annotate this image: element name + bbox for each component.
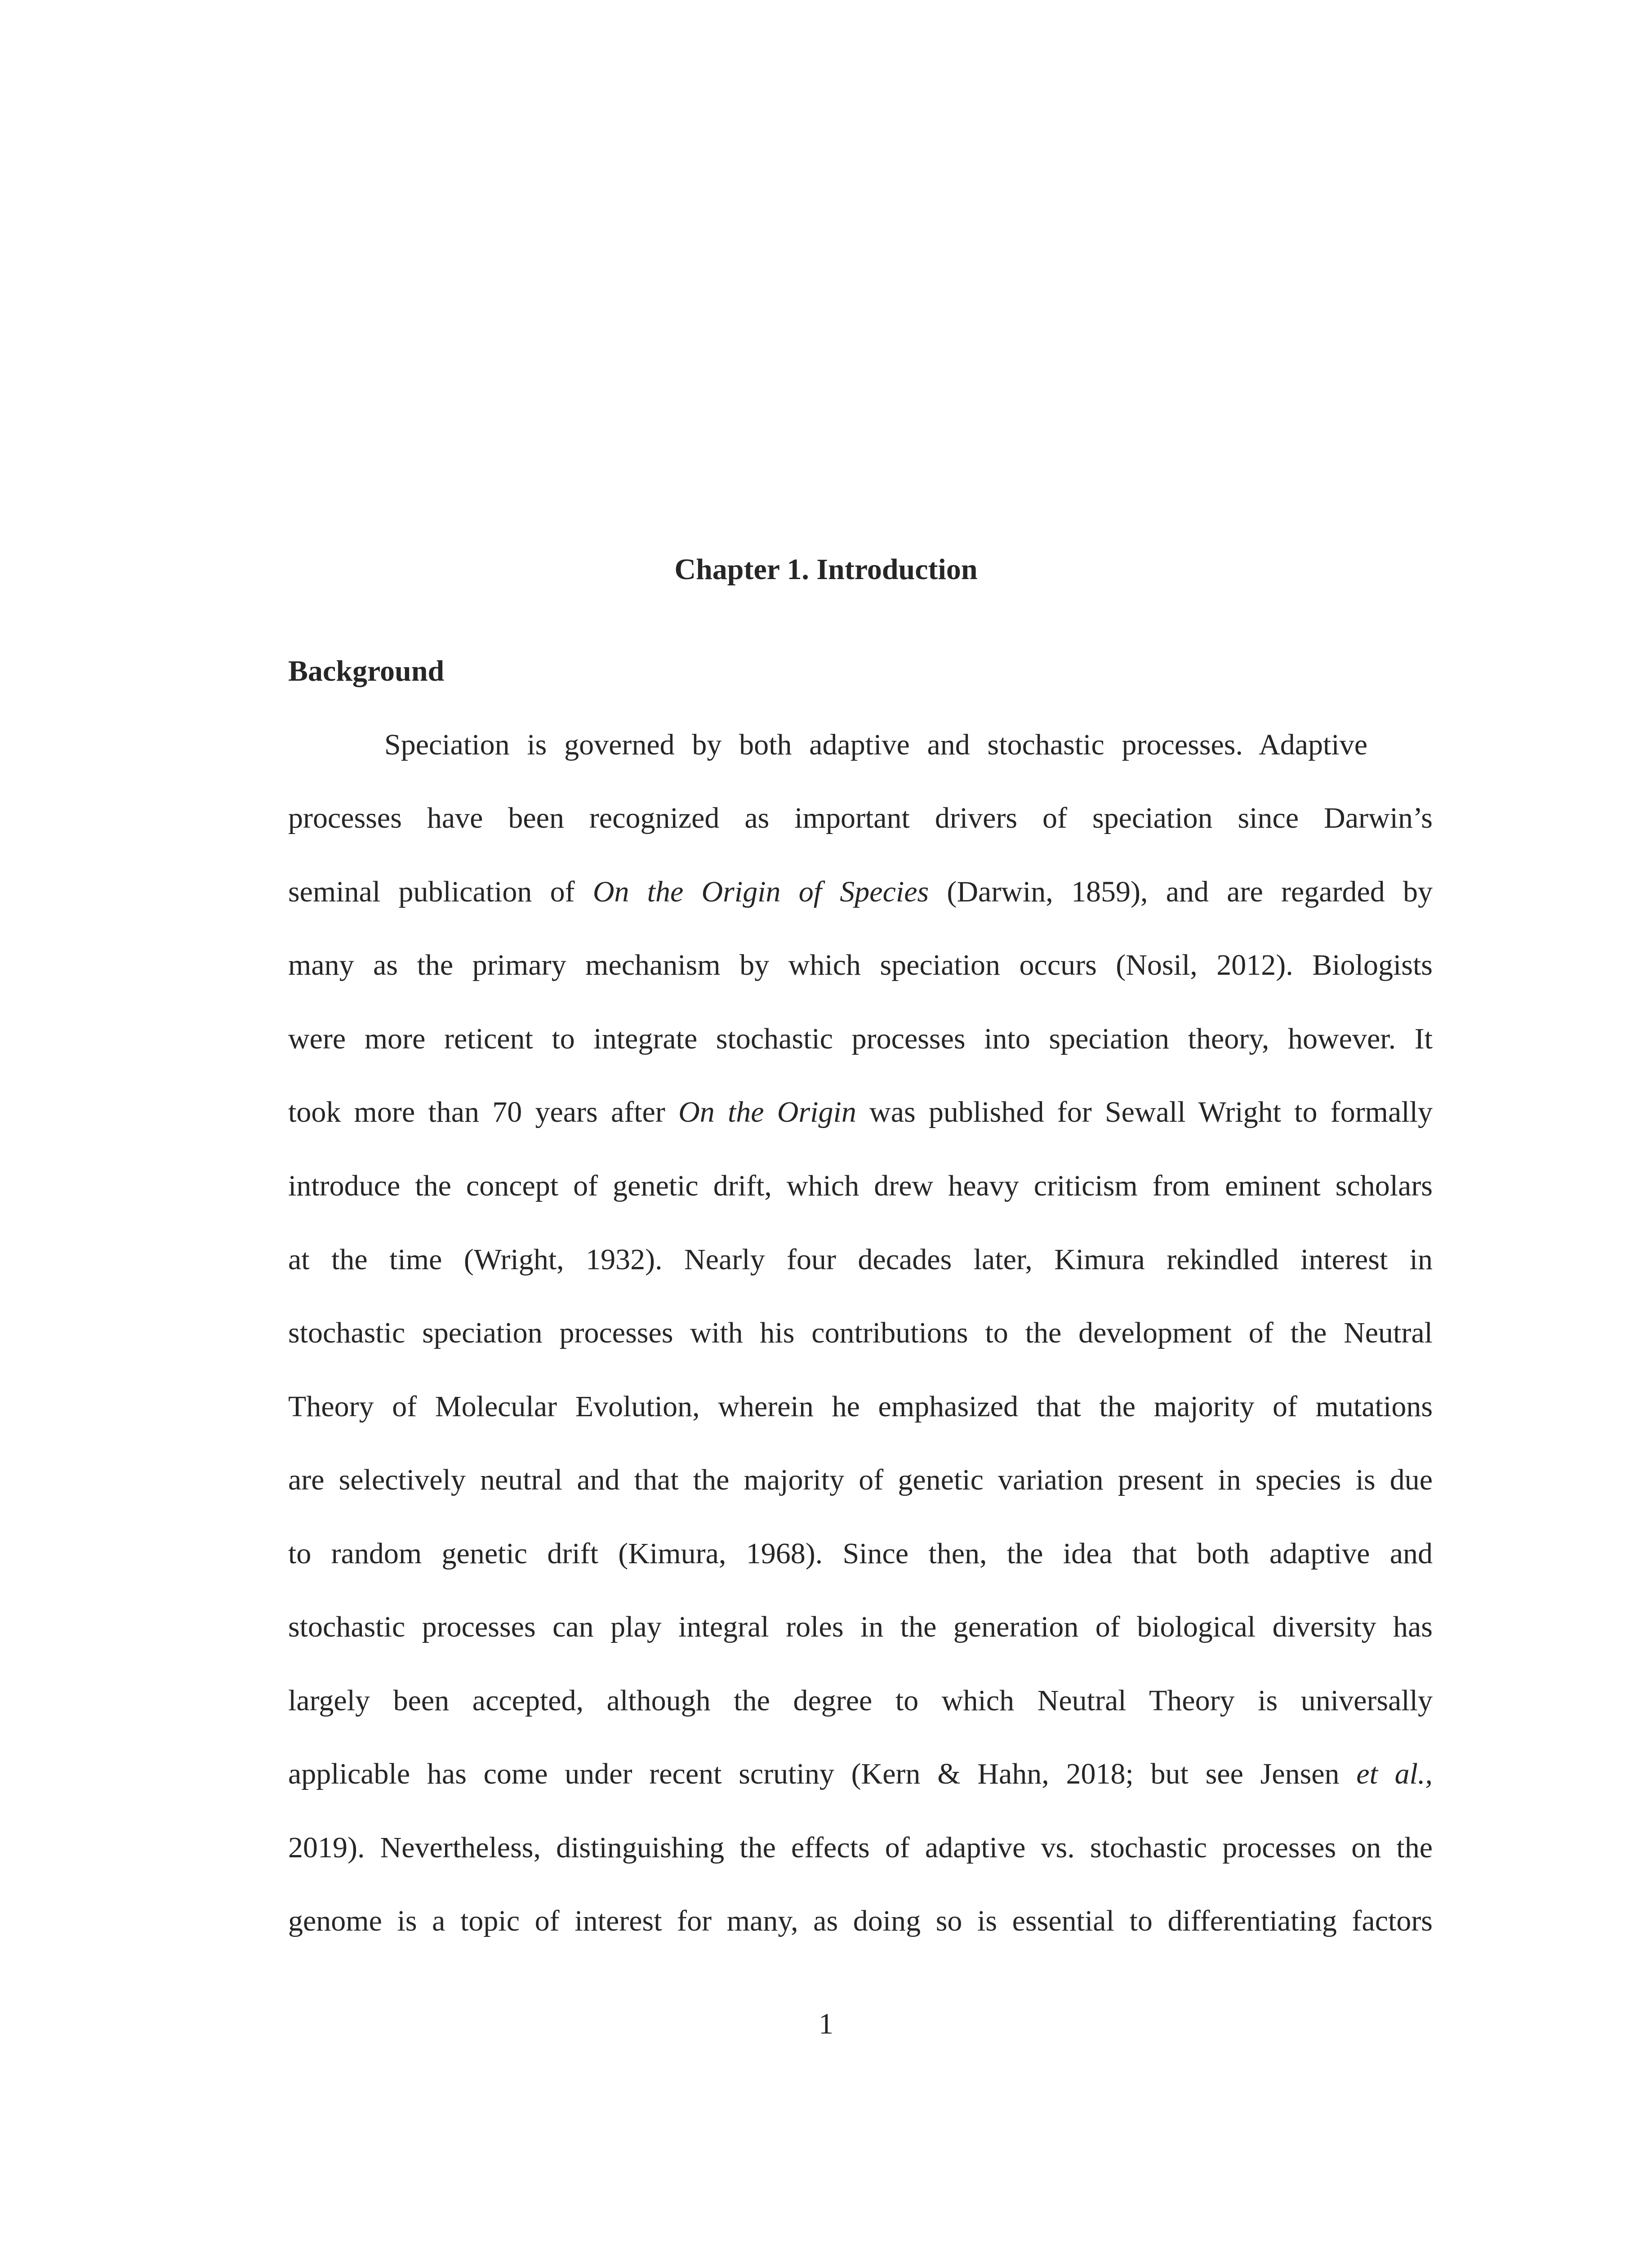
page-number: 1 (819, 2007, 833, 2040)
paragraph-line: largely been accepted, although the degree to which Neutral Theory is universally (288, 1684, 1433, 1717)
line-text: applicable has come under recent scrutiny (Kern & Hahn, 2018; but see Jensen (288, 1757, 1357, 1790)
italic-citation: et al., (1356, 1757, 1433, 1790)
paragraph-line: processes have been recognized as important drivers of speciation since Darwin’s (288, 802, 1433, 834)
paragraph-line: were more reticent to integrate stochastic processes into speciation theory, however. It (288, 1022, 1433, 1055)
paragraph-line: Theory of Molecular Evolution, wherein he emphasized that the majority of mutations (288, 1390, 1433, 1423)
italic-title: On the Origin (678, 1096, 856, 1128)
paragraph-line: 2019). Nevertheless, distinguishing the effects of adaptive vs. stochastic processes on the (288, 1831, 1433, 1864)
paragraph-line: are selectively neutral and that the majority of genetic variation present in species is due (288, 1463, 1433, 1496)
paragraph-line: genome is a topic of interest for many, as doing so is essential to differentiating factors (288, 1905, 1433, 1937)
paragraph-line (288, 1754, 1433, 1794)
paragraph-line (288, 872, 1433, 912)
paragraph-line: many as the primary mechanism by which speciation occurs (Nosil, 2012). Biologists (288, 949, 1433, 981)
line-text: (Darwin, 1859), and are regarded by (929, 875, 1433, 908)
line-text: was published for Sewall Wright to formally (856, 1096, 1433, 1128)
paragraph-line: to random genetic drift (Kimura, 1968). Since then, the idea that both adaptive and (288, 1537, 1433, 1570)
paragraph-line: stochastic processes can play integral roles in the generation of biological diversity has (288, 1610, 1433, 1643)
section-heading: Background (288, 655, 445, 687)
chapter-title: Chapter 1. Introduction (674, 553, 978, 586)
paragraph-line (288, 1092, 1433, 1133)
paragraph-line: stochastic speciation processes with his contributions to the development of the Neutral (288, 1316, 1433, 1349)
paragraph-line: introduce the concept of genetic drift, which drew heavy criticism from eminent scholars (288, 1169, 1433, 1202)
paragraph-line: Speciation is governed by both adaptive and stochastic processes. Adaptive (384, 728, 1367, 761)
line-text: seminal publication of (288, 875, 593, 908)
paragraph-line: at the time (Wright, 1932). Nearly four decades later, Kimura rekindled interest in (288, 1243, 1433, 1276)
italic-title: On the Origin of Species (592, 875, 929, 908)
line-text: took more than 70 years after (288, 1096, 679, 1128)
